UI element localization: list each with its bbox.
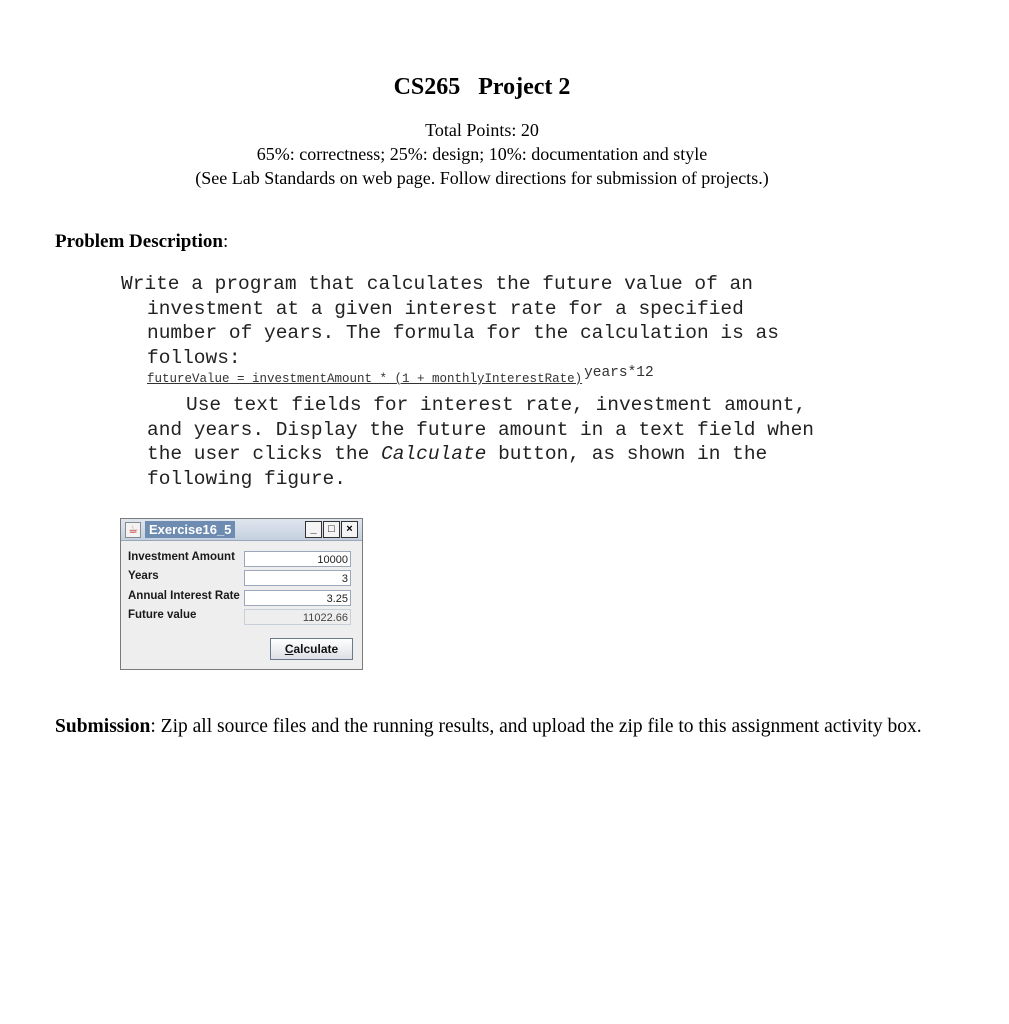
para2-line: Use text fields for interest rate, investment amount, <box>186 394 807 416</box>
para2-text: button, as shown in the <box>486 443 768 465</box>
annual-interest-rate-field[interactable]: 3.25 <box>244 590 351 606</box>
submission-heading: Submission <box>55 716 151 737</box>
problem-paragraph-1 <box>121 272 779 370</box>
course-code: CS265 <box>393 74 461 100</box>
submission-text: : Zip all source files and the running results, and upload the zip file to this assignment activity box. <box>150 716 922 737</box>
para2-line: and years. Display the future amount in a text field when <box>147 418 815 441</box>
page-title <box>0 74 964 101</box>
para2-line <box>147 442 814 467</box>
window-title: Exercise16_5 <box>145 521 235 538</box>
years-field[interactable]: 3 <box>244 570 351 586</box>
para1-line: investment at a given interest rate for a specified <box>147 297 744 320</box>
future-value-formula <box>147 365 654 387</box>
submission-paragraph <box>55 713 935 741</box>
annual-interest-rate-label: Annual Interest Rate <box>128 590 240 602</box>
close-button[interactable]: × <box>341 521 358 538</box>
future-value-field: 11022.66 <box>244 609 351 625</box>
project-name: Project 2 <box>478 74 571 100</box>
calculate-reference: Calculate <box>381 443 487 465</box>
total-points: Total Points: 20 <box>425 120 539 140</box>
calculate-button[interactable] <box>270 638 353 660</box>
window-title-bar[interactable] <box>121 519 362 541</box>
problem-heading-colon: : <box>223 231 229 252</box>
calculate-mnemonic: C <box>284 642 294 656</box>
problem-heading-label: Problem Description <box>55 231 223 252</box>
java-cup-icon: ☕ <box>125 522 141 538</box>
grading-weights: 65%: correctness; 25%: design; 10%: documentation and style <box>256 144 708 164</box>
minimize-button[interactable]: _ <box>305 521 322 538</box>
maximize-button[interactable]: □ <box>323 521 340 538</box>
problem-paragraph-2 <box>147 393 814 491</box>
investment-amount-label: Investment Amount <box>128 551 235 563</box>
calculate-label: alculate <box>293 642 339 656</box>
investment-amount-field[interactable]: 10000 <box>244 551 351 567</box>
formula-text: futureValue = investmentAmount * (1 + monthlyInterestRate) <box>147 372 583 386</box>
problem-heading <box>55 231 228 253</box>
future-value-label: Future value <box>128 609 197 621</box>
window-controls <box>304 521 358 538</box>
years-label: Years <box>128 570 159 582</box>
lab-standards-note: (See Lab Standards on web page. Follow directions for submission of projects.) <box>195 168 769 188</box>
para2-line: following figure. <box>147 467 346 490</box>
formula-exponent: years*12 <box>584 365 654 381</box>
java-window <box>120 518 363 670</box>
para1-line: follows: <box>147 346 241 369</box>
para1-line: Write a program that calculates the future value of an <box>121 273 753 295</box>
para1-line: number of years. The formula for the calculation is as <box>147 322 779 344</box>
para2-text: the user clicks the <box>147 443 382 465</box>
